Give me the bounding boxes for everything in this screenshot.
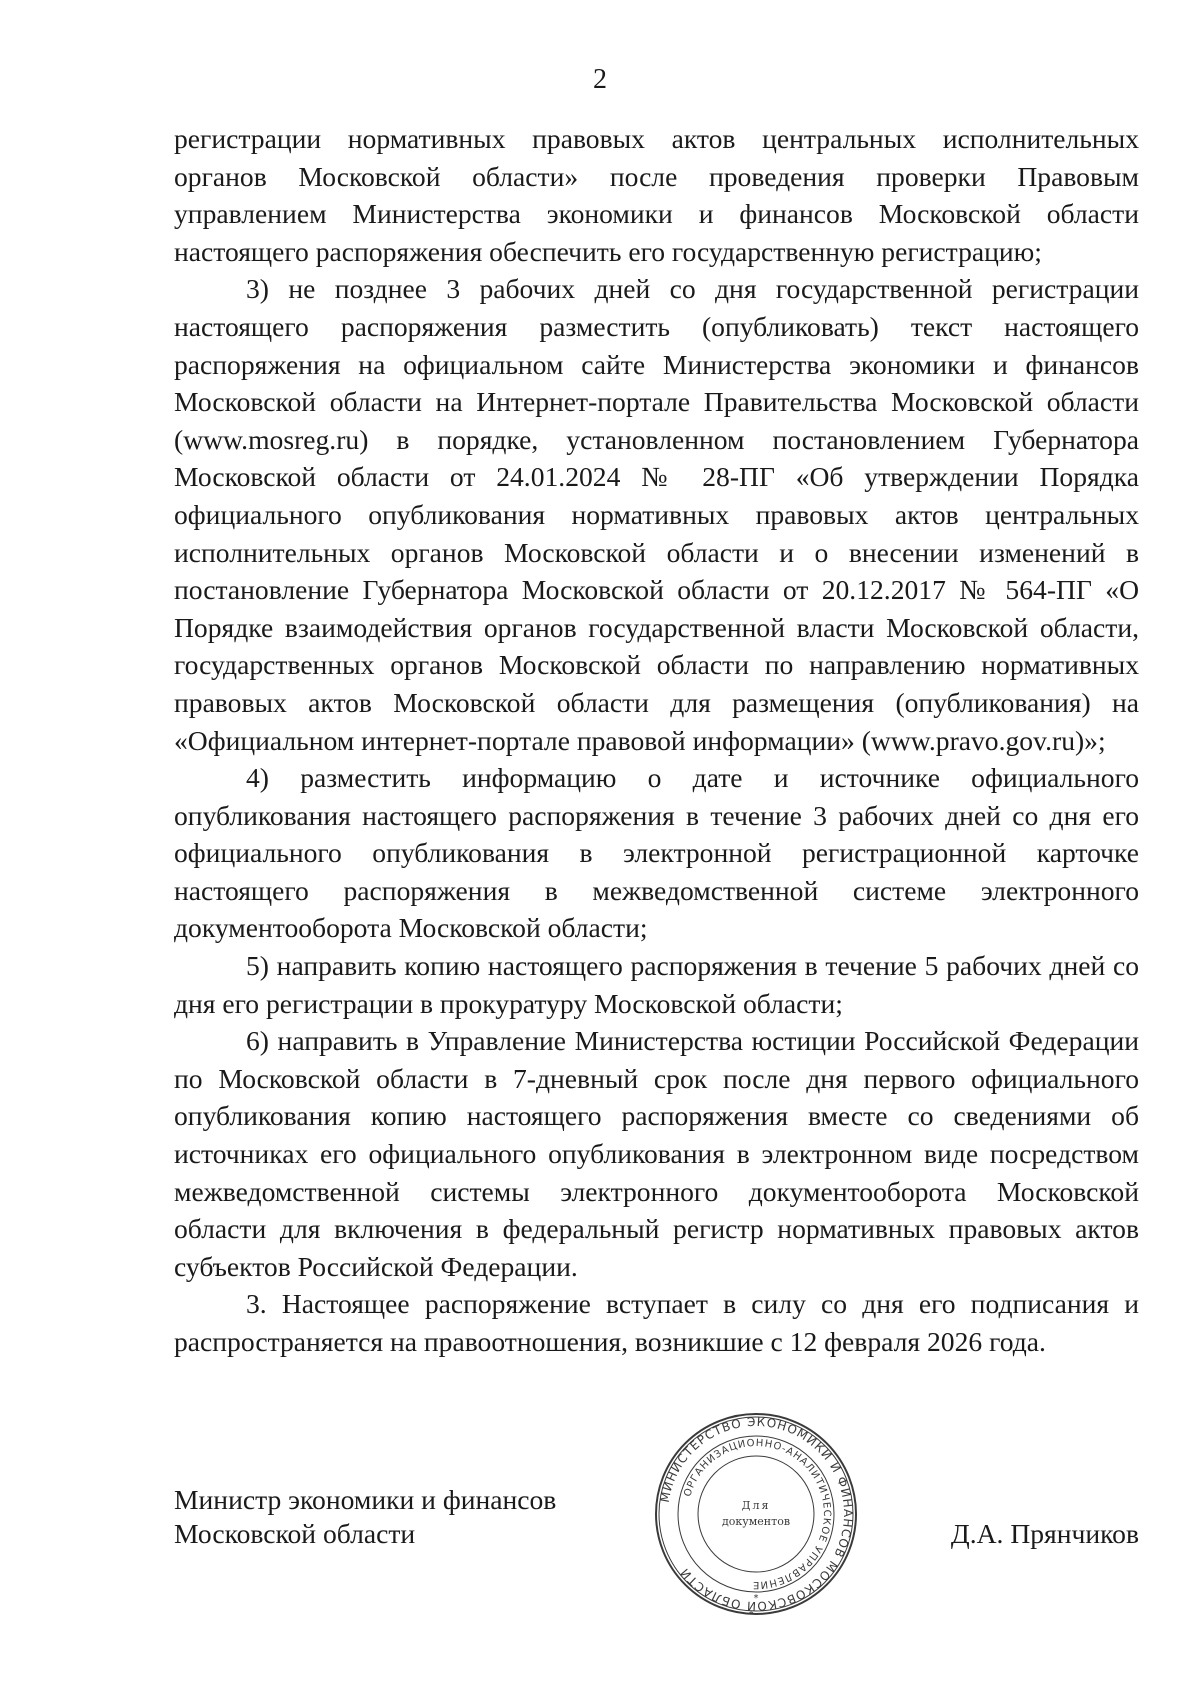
signature-block bbox=[174, 1414, 1139, 1703]
document-body bbox=[174, 120, 1139, 1361]
paragraph-item-4: 4) разместить информацию о дате и источнике официального опубликования настоящего распоряжения в течение 3 рабочих дней со дня его официального опубликования в электронной регистрационной карточке настоящего распоряжения в межведомственной системе электронного документооборота Московской области; bbox=[174, 762, 1139, 944]
svg-text:МИНИСТЕРСТВО ЭКОНОМИКИ И ФИНАН: МИНИСТЕРСТВО ЭКОНОМИКИ И ФИНАНСОВ МОСКОВСКОЙ ОБЛАСТИ bbox=[657, 1414, 856, 1614]
svg-text:документов: документов bbox=[721, 1515, 791, 1528]
svg-text:ОРГАНИЗАЦИОННО-АНАЛИТИЧЕСКОЕ У: ОРГАНИЗАЦИОННО-АНАЛИТИЧЕСКОЕ УПРАВЛЕНИЕ bbox=[682, 1437, 833, 1591]
signer-name: Д.А. Прянчиков bbox=[950, 1518, 1139, 1549]
svg-text:Для: Для bbox=[741, 1499, 771, 1512]
page-number: 2 bbox=[593, 64, 607, 95]
paragraph-item-3: 3) не позднее 3 рабочих дней со дня государственной регистрации настоящего распоряжения разместить (опубликовать) текст настоящего распоряжения на официальном сайте Министерства экономики и финансов Московской области на Интернет-портале Правительства Московской области (www.mosreg.ru) в порядке, установленном постановлением Губернатора Московской области от 24.01.2024 № 28-ПГ «Об утверждении Порядка официального опубликования нормативных правовых актов центральных исполнительных органов Московской области и о внесении изменений в постановление Губернатора Московской области от 20.12.2017 № 564-ПГ «О Порядке взаимодействия органов государственной власти Московской области, государственных органов Московской области по направлению нормативных правовых актов Московской области для размещения (опубликования) на «Официальном интернет-портале правовой информации» (www.pravo.gov.ru)»; bbox=[174, 273, 1139, 756]
signer-title-line1: Министр экономики и финансов bbox=[174, 1484, 557, 1515]
signer-title bbox=[174, 1483, 556, 1551]
paragraph-continuation: регистрации нормативных правовых актов центральных исполнительных органов Московской области» после проведения проверки Правовым управлением Министерства экономики и финансов Московской области настоящего распоряжения обеспечить его государственную регистрацию; bbox=[174, 123, 1139, 267]
official-stamp bbox=[651, 1409, 861, 1619]
svg-text:*: * bbox=[753, 1593, 759, 1604]
signer-title-line2: Московской области bbox=[174, 1518, 416, 1549]
paragraph-item-6: 6) направить в Управление Министерства юстиции Российской Федерации по Московской области в 7-дневный срок после дня первого официального опубликования копию настоящего распоряжения вместе со сведениями об источниках его официального опубликования в электронном виде посредством межведомственной системы электронного документооборота Московской области для включения в федеральный регистр нормативных правовых актов субъектов Российской Федерации. bbox=[174, 1025, 1139, 1282]
paragraph-item-5: 5) направить копию настоящего распоряжения в течение 5 рабочих дней со дня его регистрации в прокуратуру Московской области; bbox=[174, 950, 1139, 1019]
stamp-seal-icon bbox=[651, 1409, 861, 1619]
paragraph-clause-3: 3. Настоящее распоряжение вступает в силу со дня его подписания и распространяется на правоотношения, возникшие с 12 февраля 2026 года. bbox=[174, 1288, 1139, 1357]
